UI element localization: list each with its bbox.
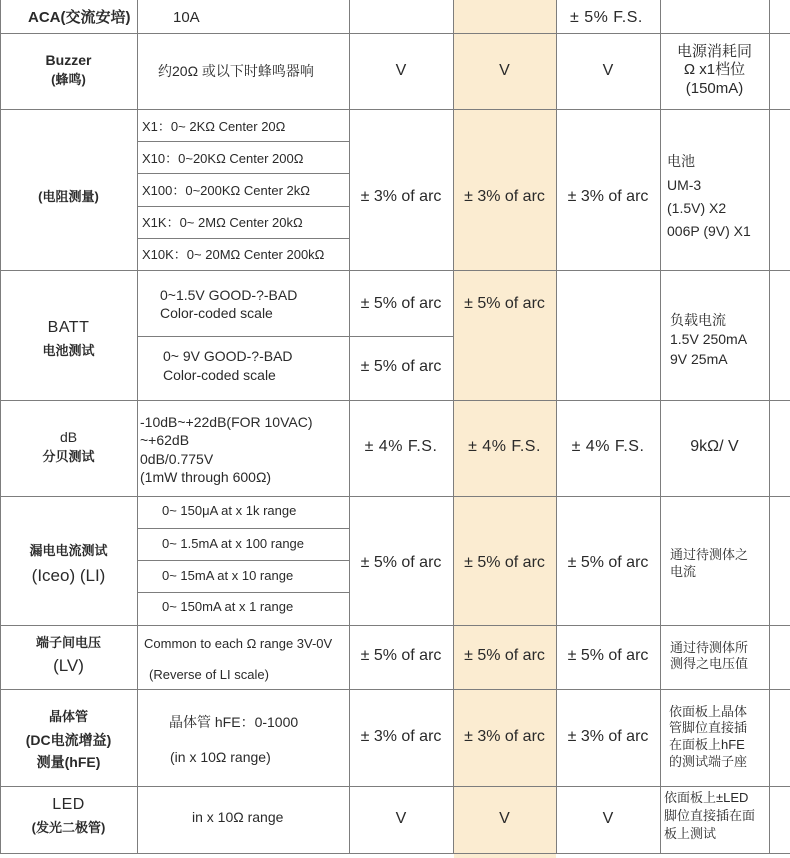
row-name-aca: ACA(交流安培) <box>28 9 131 26</box>
buzzer-col3: V <box>395 62 407 79</box>
row-name-hfe: 晶体管 <box>48 709 88 724</box>
leak-range-3: 0~ 15mA at x 10 range <box>162 568 294 583</box>
row-name-db: dB <box>59 429 78 445</box>
batt-range-2b: Color-coded scale <box>163 367 276 383</box>
ohm-range-2: X10：0~20KΩ Center 200Ω <box>142 151 304 166</box>
ohm-note-1: 电池 <box>667 153 695 169</box>
led-note-3: 板上测试 <box>664 826 717 841</box>
subrow-divider <box>137 173 349 174</box>
col-divider <box>349 0 350 854</box>
ohm-note-3: (1.5V) X2 <box>667 200 727 216</box>
hfe-col3: ± 3% of arc <box>360 728 442 745</box>
row-name-leak-sym: (Iceo) (LI) <box>31 566 106 585</box>
hfe-col5: ± 3% of arc <box>567 728 649 745</box>
batt-col3-b: ± 5% of arc <box>360 358 442 375</box>
hfe-note-2: 管脚位直接插 <box>669 720 748 735</box>
row-divider <box>0 33 790 34</box>
ohm-col4: ± 3% of arc <box>464 188 545 205</box>
buzzer-col5: V <box>602 62 614 79</box>
buzzer-note-1: 电源消耗同 <box>676 43 752 60</box>
ohm-range-3: X100：0~200KΩ Center 2kΩ <box>142 183 310 198</box>
lv-col4: ± 5% of arc <box>464 647 545 664</box>
batt-col3-a: ± 5% of arc <box>360 295 442 312</box>
range-aca: 10A <box>173 9 200 26</box>
row-name-hfe-3: 测量(hFE) <box>36 754 101 770</box>
led-range: in x 10Ω range <box>192 809 284 825</box>
row-name-buzzer: Buzzer <box>45 52 92 68</box>
row-name-buzzer-cn: (蜂鸣) <box>51 72 86 87</box>
led-col3: V <box>395 810 407 827</box>
col-divider <box>769 0 770 854</box>
lv-col5: ± 5% of arc <box>567 647 649 664</box>
leak-col5: ± 5% of arc <box>567 554 649 571</box>
hfe-range-1: 晶体管 hFE：0-1000 <box>169 714 299 730</box>
subrow-divider <box>137 206 349 207</box>
db-note: 9kΩ/ V <box>690 438 739 455</box>
led-col4: V <box>499 810 510 827</box>
row-divider <box>0 625 790 626</box>
col-divider <box>660 0 661 854</box>
row-name-lv-sym: (LV) <box>53 656 84 675</box>
leak-range-1: 0~ 150μA at x 1k range <box>162 503 297 518</box>
lv-note-2: 测得之电压值 <box>670 656 749 671</box>
col-divider <box>453 0 454 854</box>
lv-range-1: Common to each Ω range 3V-0V <box>144 636 333 651</box>
led-col5: V <box>602 810 614 827</box>
row-name-led: LED <box>52 796 85 813</box>
leak-range-4: 0~ 150mA at x 1 range <box>162 599 294 614</box>
row-name-batt-cn: 电池测试 <box>42 343 95 358</box>
leak-col3: ± 5% of arc <box>360 554 442 571</box>
col-divider <box>556 0 557 854</box>
subrow-divider <box>137 528 349 529</box>
db-col3: ± 4% F.S. <box>364 438 438 455</box>
hfe-col4: ± 3% of arc <box>464 728 545 745</box>
subrow-divider <box>137 238 349 239</box>
subrow-divider <box>137 560 349 561</box>
accuracy-aca: ± 5% F.S. <box>570 9 643 26</box>
db-col5: ± 4% F.S. <box>571 438 645 455</box>
batt-col4-a: ± 5% of arc <box>464 295 545 312</box>
db-range-4: (1mW through 600Ω) <box>140 469 272 485</box>
row-divider <box>0 270 790 271</box>
row-name-db-cn: 分贝测试 <box>42 449 95 464</box>
subrow-divider <box>137 336 453 337</box>
hfe-range-2: (in x 10Ω range) <box>170 749 271 765</box>
batt-note-3: 9V 25mA <box>670 351 728 367</box>
ohm-col5: ± 3% of arc <box>567 188 649 205</box>
subrow-divider <box>137 592 349 593</box>
col-divider <box>0 0 1 854</box>
row-divider <box>0 786 790 787</box>
row-name-hfe-2: (DC电流增益) <box>25 732 112 748</box>
leak-note-1: 通过待测体之 <box>670 547 749 562</box>
batt-range-1b: Color-coded scale <box>160 305 273 321</box>
buzzer-col4: V <box>499 62 510 79</box>
ohm-range-5: X10K：0~ 20MΩ Center 200kΩ <box>142 247 325 262</box>
row-name-led-cn: (发光二极管) <box>31 820 106 835</box>
hfe-note-3: 在面板上hFE <box>669 737 745 752</box>
hfe-note-4: 的测试端子座 <box>669 754 748 769</box>
batt-note-1: 负载电流 <box>670 312 726 328</box>
ohm-note-2: UM-3 <box>667 177 702 193</box>
row-name-leak: 漏电电流测试 <box>29 543 108 558</box>
ohm-note-4: 006P (9V) X1 <box>667 223 751 239</box>
range-buzzer: 约20Ω 或以下时蜂鸣器响 <box>158 63 314 79</box>
ohm-col3: ± 3% of arc <box>360 188 442 205</box>
buzzer-note-3: (150mA) <box>685 80 744 97</box>
col-divider <box>137 0 138 854</box>
led-note-2: 脚位直接插在面 <box>664 808 756 823</box>
db-range-2: ~+62dB <box>140 432 190 448</box>
batt-range-2a: 0~ 9V GOOD-?-BAD <box>163 348 293 364</box>
row-name-batt: BATT <box>47 319 90 336</box>
leak-col4: ± 5% of arc <box>464 554 545 571</box>
row-divider <box>0 689 790 690</box>
db-range-3: 0dB/0.775V <box>140 451 214 467</box>
row-divider <box>0 400 790 401</box>
leak-note-2: 电流 <box>670 564 697 579</box>
db-col4: ± 4% F.S. <box>468 438 541 455</box>
ohm-range-4: X1K：0~ 2MΩ Center 20kΩ <box>142 215 303 230</box>
db-range-1: -10dB~+22dB(FOR 10VAC) <box>140 414 313 430</box>
row-name-lv: 端子间电压 <box>35 635 101 650</box>
row-divider <box>0 853 790 854</box>
row-name-ohm: (电阻测量) <box>38 189 99 204</box>
row-divider <box>0 109 790 110</box>
buzzer-note-2: Ω x1档位 <box>683 61 746 78</box>
batt-range-1a: 0~1.5V GOOD-?-BAD <box>160 287 298 303</box>
leak-range-2: 0~ 1.5mA at x 100 range <box>162 536 305 551</box>
lv-note-1: 通过待测体所 <box>670 640 749 655</box>
row-divider <box>0 496 790 497</box>
led-note-1: 依面板上±LED <box>664 790 749 805</box>
subrow-divider <box>137 141 349 142</box>
lv-range-2: (Reverse of LI scale) <box>149 667 269 682</box>
batt-note-2: 1.5V 250mA <box>670 331 748 347</box>
hfe-note-1: 依面板上晶体 <box>669 704 748 719</box>
lv-col3: ± 5% of arc <box>360 647 442 664</box>
ohm-range-1: X1：0~ 2KΩ Center 20Ω <box>142 119 286 134</box>
